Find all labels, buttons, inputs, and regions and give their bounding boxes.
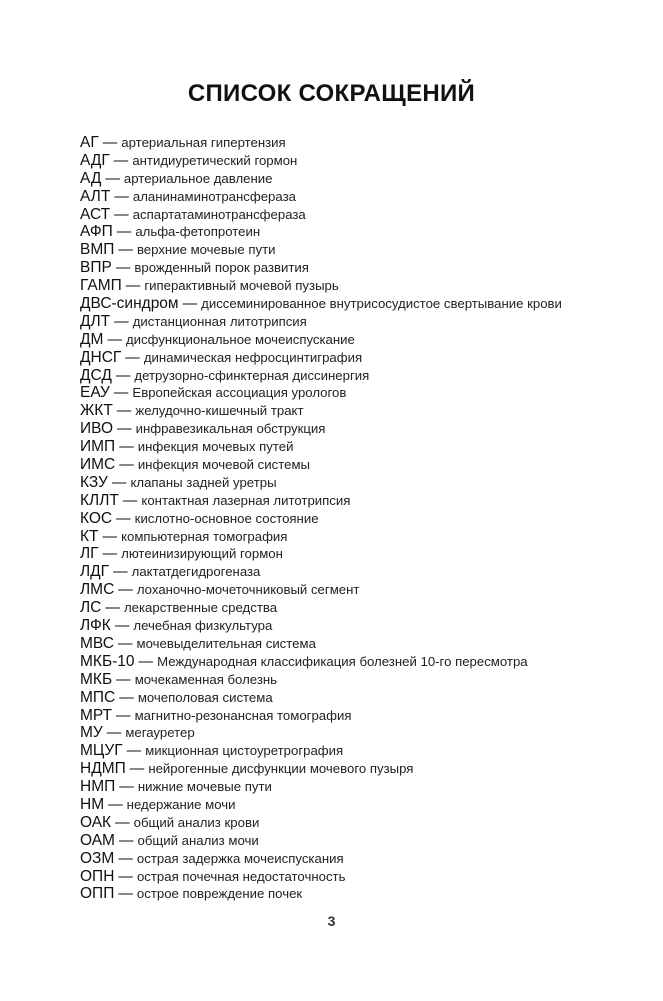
abbreviation-entry: [80, 206, 650, 224]
abbreviation-entry: [80, 635, 650, 653]
abbreviation-dash: —: [98, 546, 122, 563]
abbreviation-dash: —: [112, 707, 135, 724]
abbreviation-term: КЛЛТ: [80, 491, 119, 509]
abbreviation-entry: [80, 438, 650, 456]
abbreviation-definition: верхние мочевые пути: [136, 242, 276, 258]
abbreviation-definition: артериальное давление: [123, 170, 273, 186]
abbreviation-dash: —: [110, 313, 133, 330]
abbreviation-dash: —: [122, 743, 146, 760]
abbreviation-dash: —: [112, 510, 135, 527]
abbreviation-definition: артериальная гипертензия: [121, 135, 286, 150]
abbreviation-entry: [80, 420, 650, 438]
abbreviation-term: КТ: [80, 527, 99, 545]
abbreviation-dash: —: [114, 832, 138, 849]
abbreviation-definition: лекарственные средства: [123, 600, 278, 616]
abbreviation-term: ИМП: [80, 438, 116, 456]
abbreviation-entry: [80, 259, 650, 277]
abbreviation-dash: —: [112, 671, 135, 688]
abbreviation-entry: [80, 563, 650, 581]
abbreviation-term: МУ: [80, 724, 103, 742]
abbreviation-dash: —: [109, 564, 132, 581]
abbreviation-term: ОПП: [80, 885, 115, 903]
abbreviation-term: АГ: [80, 134, 99, 151]
abbreviation-definition: клапаны задней уретры: [130, 474, 277, 490]
abbreviation-entry: [80, 188, 650, 206]
abbreviation-definition: лечебная физкультура: [133, 618, 273, 634]
abbreviation-entry: [80, 707, 650, 725]
abbreviation-term: МПС: [80, 688, 116, 706]
abbreviation-term: ДМ: [80, 330, 104, 348]
abbreviation-definition: лактатдегидрогеназа: [131, 564, 261, 580]
abbreviation-definition: аланинаминотрансфераза: [132, 188, 296, 204]
abbreviation-definition: острая почечная недостаточность: [136, 868, 346, 884]
abbreviation-definition: инфекция мочевой системы: [137, 457, 311, 473]
abbreviation-entry: [80, 152, 650, 170]
abbreviation-definition: мегауретер: [125, 725, 195, 741]
abbreviation-dash: —: [107, 474, 131, 491]
abbreviation-definition: общий анализ крови: [133, 814, 260, 830]
abbreviation-term: ЛМС: [80, 581, 115, 599]
abbreviation-definition: компьютерная томография: [121, 528, 288, 544]
abbreviation-entry: [80, 456, 650, 474]
abbreviation-dash: —: [112, 403, 136, 420]
abbreviation-dash: —: [110, 618, 134, 635]
abbreviation-dash: —: [101, 170, 124, 187]
abbreviation-entry: [80, 474, 650, 492]
abbreviation-entry: [80, 134, 650, 152]
abbreviation-dash: —: [115, 779, 138, 796]
abbreviation-term: КЗУ: [80, 473, 108, 491]
abbreviation-entry: [80, 581, 650, 599]
abbreviation-definition: врожденный порок развития: [134, 260, 309, 276]
abbreviation-dash: —: [113, 635, 137, 652]
abbreviation-term: МКБ: [80, 670, 113, 688]
abbreviation-entry: [80, 313, 650, 331]
abbreviation-dash: —: [125, 761, 149, 778]
abbreviation-entry: [80, 599, 650, 617]
abbreviation-dash: —: [113, 421, 136, 438]
abbreviation-term: ЛФК: [80, 617, 111, 635]
abbreviation-definition: кислотно-основное состояние: [134, 510, 319, 526]
abbreviation-term: МВС: [80, 634, 114, 652]
abbreviation-definition: нейрогенные дисфункции мочевого пузыря: [148, 761, 414, 777]
abbreviation-definition: инфравезикальная обструкция: [135, 421, 326, 437]
abbreviation-entry: [80, 778, 650, 796]
abbreviation-term: ИВО: [80, 420, 114, 438]
abbreviation-definition: лоханочно-мочеточниковый сегмент: [136, 582, 360, 598]
abbreviation-dash: —: [121, 278, 145, 295]
abbreviation-dash: —: [114, 850, 137, 867]
abbreviation-definition: гиперактивный мочевой пузырь: [144, 278, 339, 294]
abbreviation-term: ИМС: [80, 456, 116, 474]
abbreviation-entry: [80, 295, 650, 313]
abbreviation-dash: —: [110, 206, 133, 223]
abbreviation-definition: мочевыделительная система: [136, 635, 316, 651]
abbreviation-term: НДМП: [80, 760, 126, 778]
abbreviation-term: ЛДГ: [80, 563, 110, 581]
abbreviation-definition: аспартатаминотрансфераза: [132, 206, 306, 222]
abbreviation-dash: —: [134, 653, 158, 670]
abbreviation-entry: [80, 689, 650, 707]
abbreviation-dash: —: [114, 242, 137, 259]
abbreviation-definition: лютеинизирующий гормон: [121, 546, 283, 562]
page-title: СПИСОК СОКРАЩЕНИЙ: [187, 80, 476, 107]
abbreviation-dash: —: [114, 886, 137, 903]
abbreviation-entry: [80, 510, 650, 528]
abbreviation-entry: [80, 384, 650, 402]
abbreviation-definition: острая задержка мочеиспускания: [136, 850, 344, 866]
abbreviation-term: ГАМП: [80, 277, 122, 295]
abbreviation-dash: —: [115, 439, 138, 456]
abbreviation-entry: [80, 241, 650, 259]
abbreviation-entry: [80, 402, 650, 420]
abbreviation-definition: дисфункциональное мочеиспускание: [125, 331, 355, 347]
abbreviation-term: ЛГ: [80, 545, 99, 563]
abbreviation-definition: желудочно-кишечный тракт: [135, 403, 304, 419]
abbreviation-dash: —: [115, 689, 138, 706]
abbreviation-term: МРТ: [80, 706, 113, 724]
abbreviation-definition: магнитно-резонансная томография: [134, 707, 352, 723]
abbreviation-entry: [80, 814, 650, 832]
abbreviation-dash: —: [111, 814, 134, 831]
abbreviation-dash: —: [112, 224, 136, 241]
abbreviation-entry: [80, 528, 650, 546]
abbreviation-definition: недержание мочи: [126, 796, 236, 812]
abbreviation-dash: —: [115, 457, 138, 474]
abbreviation-term: ЖКТ: [80, 402, 113, 420]
abbreviation-dash: —: [118, 492, 142, 509]
abbreviation-definition: дистанционная литотрипсия: [132, 313, 307, 329]
abbreviation-dash: —: [102, 725, 126, 742]
abbreviation-term: ДСД: [80, 366, 112, 384]
abbreviation-term: ЕАУ: [80, 384, 110, 402]
abbreviation-entry: [80, 850, 650, 868]
abbreviation-entry: [80, 331, 650, 349]
page-number: 3: [327, 913, 336, 929]
abbreviation-definition: Международная классификация болезней 10-го пересмотра: [157, 653, 528, 669]
abbreviation-term: АСТ: [80, 205, 111, 223]
abbreviation-definition: Европейская ассоциация урологов: [132, 385, 347, 401]
abbreviation-dash: —: [98, 528, 122, 545]
abbreviation-term: АД: [80, 169, 102, 187]
abbreviation-dash: —: [109, 152, 133, 169]
abbreviation-term: НМП: [80, 778, 116, 796]
abbreviation-dash: —: [114, 868, 137, 885]
abbreviation-definition: альфа-фетопротеин: [135, 224, 261, 240]
abbreviation-dash: —: [178, 296, 202, 313]
abbreviation-dash: —: [98, 135, 122, 151]
abbreviation-entry: [80, 492, 650, 510]
abbreviation-definition: микционная цистоуретрография: [145, 743, 344, 759]
abbreviation-dash: —: [121, 349, 144, 366]
abbreviation-entry: [80, 885, 650, 903]
abbreviation-term: МЦУГ: [80, 742, 123, 760]
abbreviation-dash: —: [114, 582, 137, 599]
abbreviation-dash: —: [103, 331, 126, 348]
abbreviation-term: ОАМ: [80, 831, 115, 849]
abbreviation-term: АЛТ: [80, 187, 111, 205]
abbreviation-entry: [80, 760, 650, 778]
abbreviation-entry: [80, 742, 650, 760]
abbreviation-entry: [80, 277, 650, 295]
abbreviation-definition: детрузорно-сфинктерная диссинергия: [134, 367, 370, 383]
abbreviation-term: ДВС-синдром: [80, 295, 179, 313]
abbreviation-dash: —: [111, 260, 135, 277]
abbreviation-definition: антидиуретический гормон: [132, 152, 298, 168]
abbreviation-term: ОАК: [80, 813, 112, 831]
abbreviation-term: МКБ-10: [80, 652, 135, 670]
abbreviation-definition: мочеполовая система: [137, 689, 273, 705]
abbreviation-entry: [80, 545, 650, 563]
abbreviation-term: ОЗМ: [80, 849, 115, 867]
abbreviation-definition: инфекция мочевых путей: [137, 439, 294, 455]
abbreviation-dash: —: [109, 385, 133, 402]
abbreviation-definition: общий анализ мочи: [137, 832, 259, 848]
abbreviation-entry: [80, 367, 650, 385]
abbreviation-entry: [80, 671, 650, 689]
abbreviation-term: АФП: [80, 223, 113, 241]
abbreviation-entry: [80, 617, 650, 635]
abbreviation-term: ВМП: [80, 241, 115, 259]
abbreviation-term: КОС: [80, 509, 113, 527]
abbreviation-entry: [80, 349, 650, 367]
abbreviation-dash: —: [110, 188, 133, 205]
abbreviation-definition: контактная лазерная литотрипсия: [141, 492, 351, 508]
abbreviation-definition: острое повреждение почек: [136, 886, 303, 902]
abbreviation-term: ЛС: [80, 599, 102, 617]
abbreviation-dash: —: [101, 600, 124, 617]
abbreviation-dash: —: [104, 796, 127, 813]
abbreviation-definition: диссеминированное внутрисосудистое свертывание крови: [201, 296, 562, 312]
abbreviation-term: НМ: [80, 795, 105, 813]
abbreviation-list: [80, 134, 650, 903]
abbreviation-entry: [80, 653, 650, 671]
abbreviation-term: ОПН: [80, 867, 115, 885]
abbreviation-term: ВПР: [80, 259, 112, 277]
abbreviation-entry: [80, 868, 650, 886]
abbreviation-entry: [80, 832, 650, 850]
abbreviation-definition: мочекаменная болезнь: [134, 671, 278, 687]
abbreviation-term: ДЛТ: [80, 312, 111, 330]
abbreviation-term: ДНСГ: [80, 348, 122, 366]
abbreviation-entry: [80, 170, 650, 188]
abbreviation-dash: —: [111, 367, 135, 384]
abbreviation-definition: нижние мочевые пути: [137, 779, 272, 795]
abbreviation-entry: [80, 724, 650, 742]
abbreviation-term: АДГ: [80, 151, 110, 169]
abbreviation-entry: [80, 223, 650, 241]
abbreviation-entry: [80, 796, 650, 814]
abbreviation-definition: динамическая нефросцинтиграфия: [143, 349, 363, 365]
